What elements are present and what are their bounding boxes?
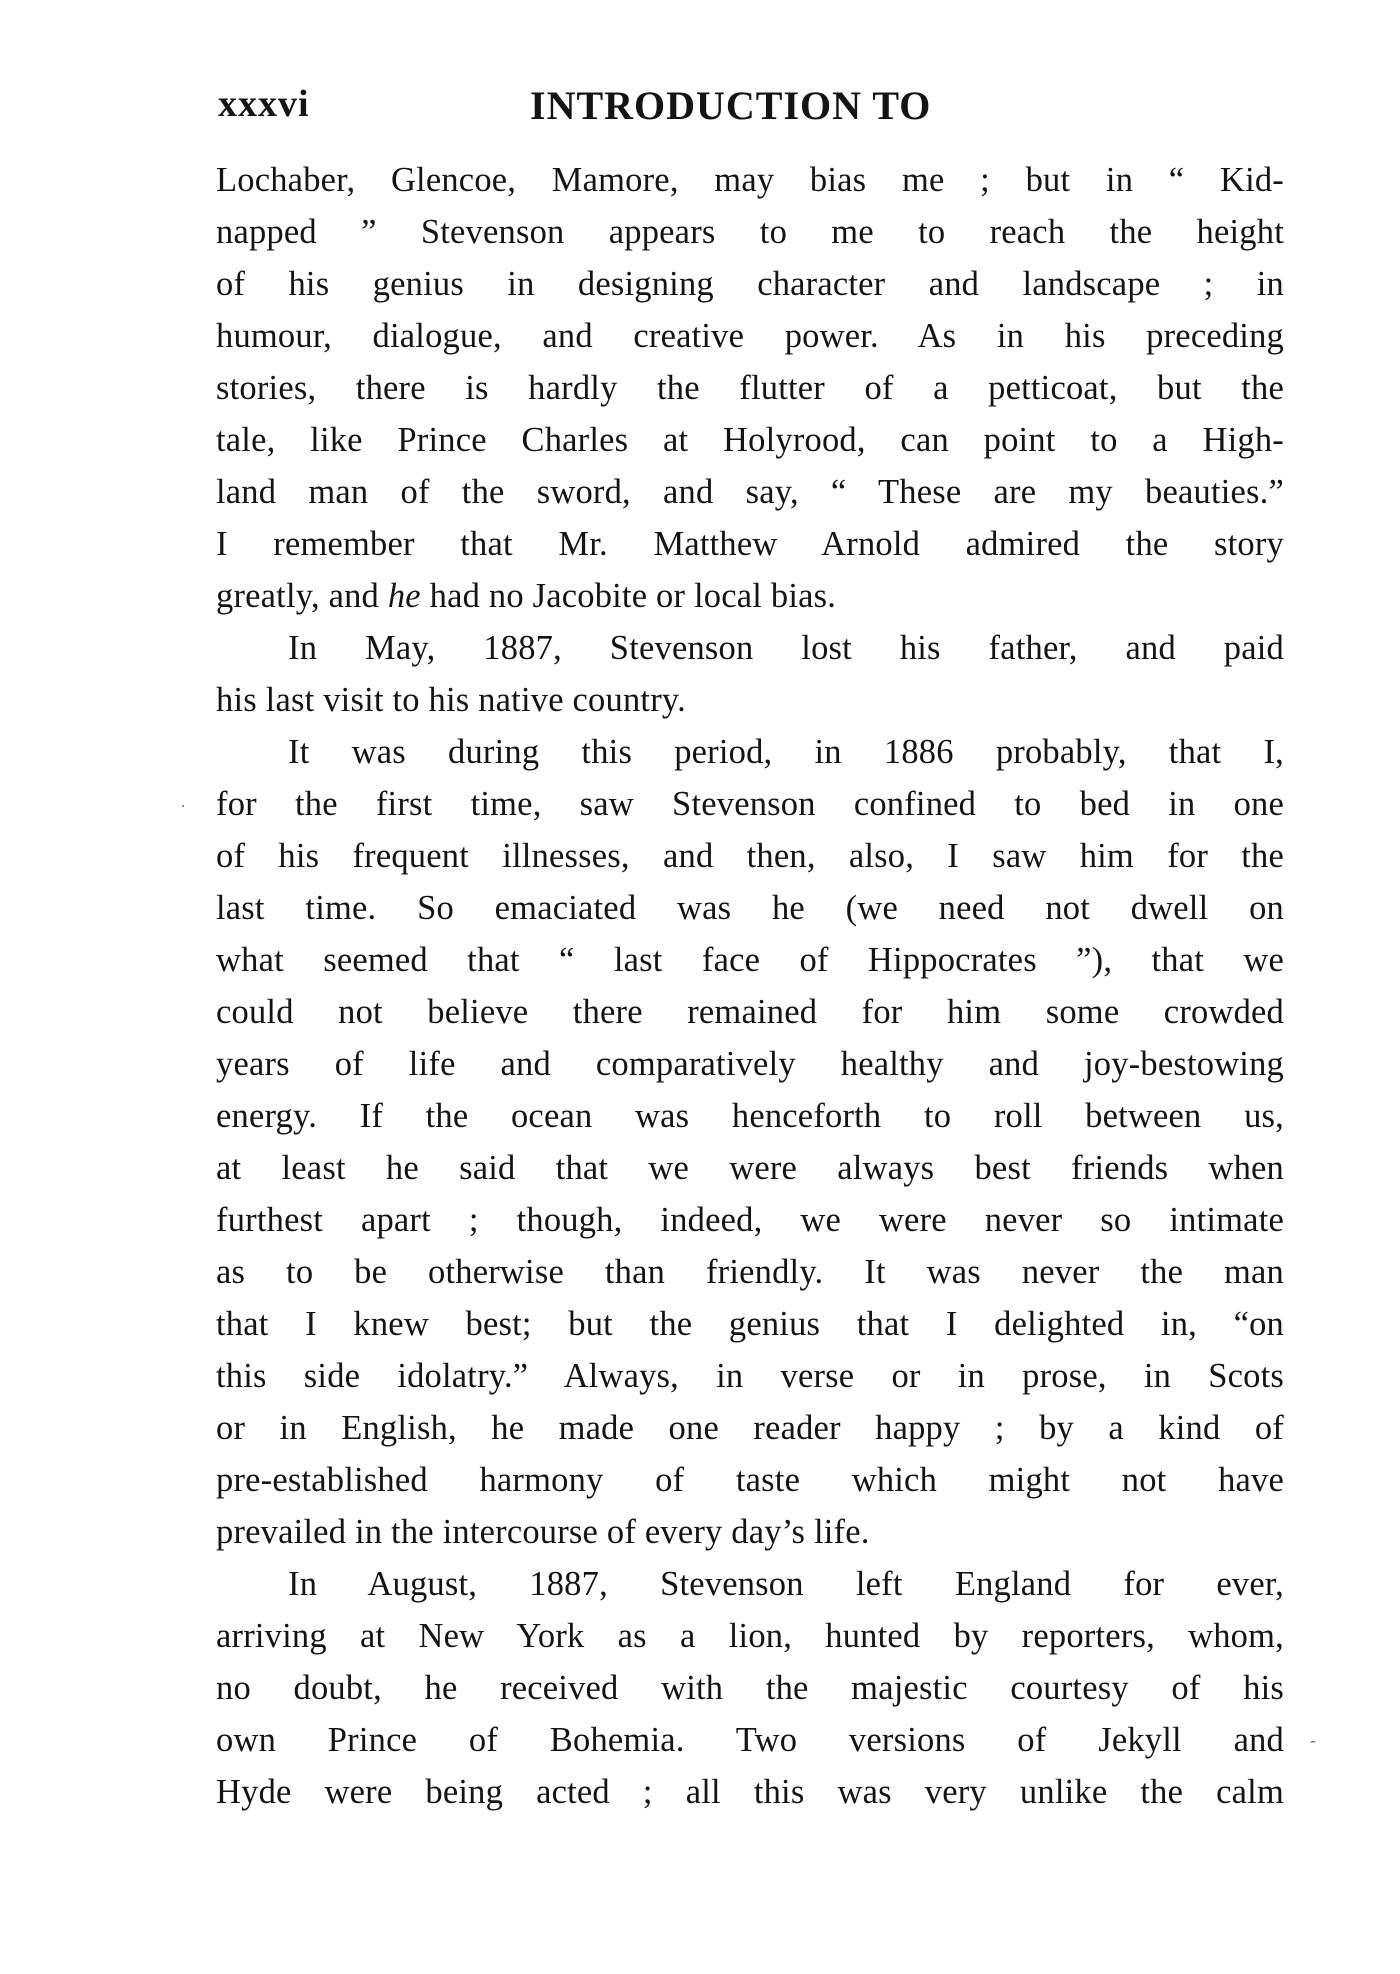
text-line: I remember that Mr. Matthew Arnold admired the story [216, 525, 1284, 563]
text-line: as to be otherwise than friendly. It was never the man [216, 1253, 1284, 1291]
italic-word: he [387, 577, 421, 615]
text-line: of his frequent illnesses, and then, also, I saw him for the [216, 837, 1284, 875]
text-line [216, 570, 1284, 622]
text-line: Hyde were being acted ; all this was very unlike the calm [216, 1773, 1284, 1811]
text-line: last time. So emaciated was he (we need not dwell on [216, 889, 1284, 927]
text-line: Lochaber, Glencoe, Mamore, may bias me ; but in “ Kid- [216, 161, 1284, 199]
scan-speck: - [1310, 1730, 1316, 1750]
paragraph-first-line: In May, 1887, Stevenson lost his father, and paid [288, 629, 1284, 667]
text-line: what seemed that “ last face of Hippocrates ”), that we [216, 941, 1284, 979]
text-line: arriving at New York as a lion, hunted by reporters, whom, [216, 1617, 1284, 1655]
text-line: no doubt, he received with the majestic courtesy of his [216, 1669, 1284, 1707]
text-line: for the first time, saw Stevenson confined to bed in one [216, 785, 1284, 823]
text-line: that I knew best; but the genius that I delighted in, “on [216, 1305, 1284, 1343]
text-fragment: had no Jacobite or local bias. [420, 577, 837, 615]
text-line: energy. If the ocean was henceforth to roll between us, [216, 1097, 1284, 1135]
page-number: xxxvi [218, 83, 310, 125]
text-line: napped ” Stevenson appears to me to reach the height [216, 213, 1284, 251]
paragraph-first-line: It was during this period, in 1886 probably, that I, [288, 733, 1284, 771]
text-line: his last visit to his native country. [216, 681, 686, 719]
text-line: of his genius in designing character and landscape ; in [216, 265, 1284, 303]
text-line: this side idolatry.” Always, in verse or in prose, in Scots [216, 1357, 1284, 1395]
text-line: stories, there is hardly the flutter of a petticoat, but the [216, 369, 1284, 407]
running-title: INTRODUCTION TO [530, 83, 932, 128]
paragraph-first-line: In August, 1887, Stevenson left England for ever, [288, 1565, 1284, 1603]
text-fragment: greatly, and [216, 577, 388, 615]
text-line: own Prince of Bohemia. Two versions of Jekyll and [216, 1721, 1284, 1759]
text-line: years of life and comparatively healthy and joy-bestowing [216, 1045, 1284, 1083]
running-head [218, 82, 1280, 142]
body-text [216, 154, 1284, 1818]
text-line: humour, dialogue, and creative power. As in his preceding [216, 317, 1284, 355]
text-line: tale, like Prince Charles at Holyrood, can point to a High- [216, 421, 1284, 459]
text-line: could not believe there remained for him some crowded [216, 993, 1284, 1031]
text-line: land man of the sword, and say, “ These are my beauties.” [216, 473, 1284, 511]
text-line: pre-established harmony of taste which might not have [216, 1461, 1284, 1499]
scan-speck: · [180, 796, 186, 816]
text-line: or in English, he made one reader happy ; by a kind of [216, 1409, 1284, 1447]
text-line: furthest apart ; though, indeed, we were never so intimate [216, 1201, 1284, 1239]
text-line: at least he said that we were always best friends when [216, 1149, 1284, 1187]
text-line: prevailed in the intercourse of every day’s life. [216, 1513, 870, 1551]
